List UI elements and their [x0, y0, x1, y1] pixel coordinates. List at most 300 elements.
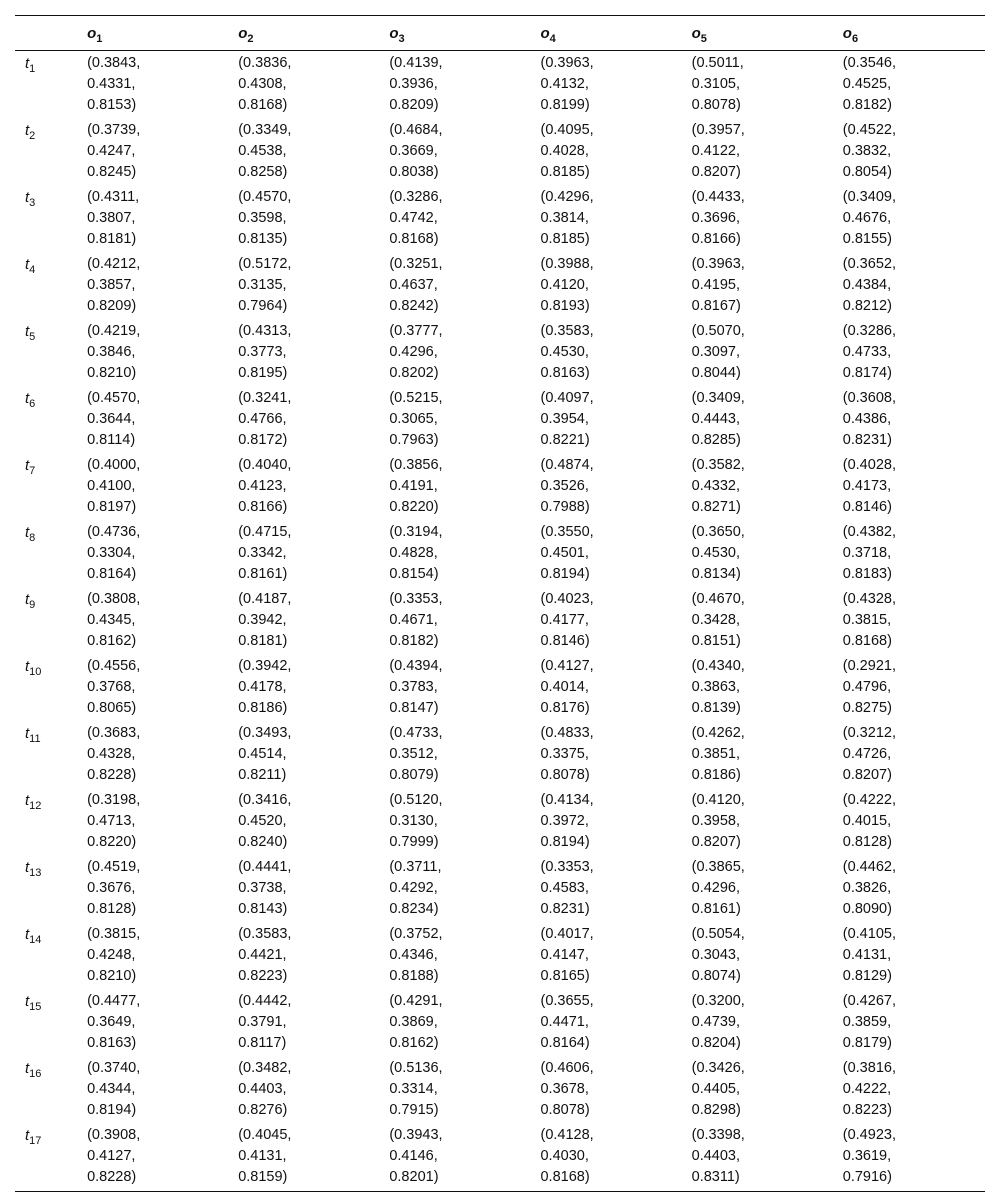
table-cell — [692, 51, 843, 119]
cell-line: (0.4684, — [389, 122, 443, 138]
cell-line: (0.4382, — [842, 524, 896, 540]
table-cell — [692, 319, 843, 386]
table-cell — [540, 118, 691, 185]
table-cell — [692, 453, 843, 520]
cell-line: 0.4147, — [540, 947, 589, 963]
cell-line: 0.8163) — [87, 1035, 137, 1051]
cell-line: 0.3512, — [389, 746, 438, 762]
row-label: $t_8$ — [25, 524, 36, 544]
table-cell — [540, 520, 691, 587]
cell-line: 0.4132, — [540, 76, 589, 92]
table-cell — [87, 922, 238, 989]
cell-line: 0.4525, — [842, 76, 892, 92]
cell-line: 0.4123, — [238, 478, 287, 494]
cell-line: 0.3738, — [238, 880, 287, 896]
table-row — [15, 587, 985, 654]
cell-line: 0.3130, — [389, 813, 438, 829]
cell-line: 0.8054) — [842, 164, 892, 180]
cell-line: 0.3773, — [238, 344, 287, 360]
cell-line: 0.8202) — [389, 365, 439, 381]
table-cell — [389, 51, 540, 119]
cell-line: 0.4676, — [842, 210, 892, 226]
column-header: $o_5$ — [692, 16, 843, 51]
table-cell — [843, 319, 985, 386]
cell-line: 0.7963) — [389, 432, 439, 448]
cell-line: 0.4332, — [691, 478, 741, 494]
table-cell — [87, 855, 238, 922]
cell-line: (0.4340, — [691, 658, 745, 674]
cell-line: (0.3815, — [87, 926, 141, 942]
cell-line: 0.4384, — [842, 277, 892, 293]
cell-line: (0.5054, — [691, 926, 745, 942]
cell-line: 0.8166) — [691, 231, 741, 247]
cell-line: 0.3972, — [540, 813, 589, 829]
cell-line: (0.3583, — [540, 323, 594, 339]
cell-line: 0.7915) — [389, 1102, 439, 1118]
cell-line: 0.3832, — [842, 143, 892, 159]
cell-line: 0.8153) — [87, 97, 137, 113]
cell-line: (0.4105, — [842, 926, 896, 942]
cell-line: (0.3808, — [87, 591, 141, 607]
table-cell — [238, 922, 389, 989]
cell-line: 0.8220) — [389, 499, 439, 515]
cell-line: (0.4028, — [842, 457, 896, 473]
cell-line: 0.4131, — [238, 1148, 287, 1164]
table-cell — [692, 520, 843, 587]
cell-line: 0.4520, — [238, 813, 287, 829]
cell-line: 0.8079) — [389, 767, 439, 783]
cell-line: (0.3963, — [691, 256, 745, 272]
cell-line: 0.4583, — [540, 880, 589, 896]
cell-line: (0.4120, — [691, 792, 745, 808]
cell-line: 0.8167) — [691, 298, 741, 314]
cell-line: (0.4127, — [540, 658, 594, 674]
table-cell — [843, 185, 985, 252]
cell-line: 0.8197) — [87, 499, 137, 515]
cell-line: 0.8242) — [389, 298, 439, 314]
table-cell — [87, 654, 238, 721]
cell-line: 0.8139) — [691, 700, 741, 716]
cell-line: (0.3608, — [842, 390, 896, 406]
table-cell — [692, 922, 843, 989]
cell-line: 0.8166) — [238, 499, 288, 515]
cell-line: 0.3342, — [238, 545, 287, 561]
cell-line: 0.8114) — [87, 432, 136, 448]
cell-line: (0.3856, — [389, 457, 443, 473]
table-row — [15, 922, 985, 989]
cell-line: (0.3349, — [238, 122, 292, 138]
table-cell — [540, 922, 691, 989]
cell-line: 0.8090) — [842, 901, 892, 917]
table-cell — [87, 319, 238, 386]
cell-line: 0.8162) — [389, 1035, 439, 1051]
cell-line: 0.8134) — [691, 566, 741, 582]
cell-line: 0.4296, — [691, 880, 741, 896]
cell-line: 0.3869, — [389, 1014, 438, 1030]
cell-line: 0.4538, — [238, 143, 287, 159]
cell-line: 0.3718, — [842, 545, 892, 561]
table-cell — [540, 721, 691, 788]
cell-line: 0.3826, — [842, 880, 892, 896]
table-cell — [238, 185, 389, 252]
cell-line: 0.8117) — [238, 1035, 287, 1051]
table-cell — [540, 855, 691, 922]
cell-line: (0.4128, — [540, 1127, 594, 1143]
cell-line: 0.4247, — [87, 143, 136, 159]
cell-line: 0.3768, — [87, 679, 136, 695]
cell-line: 0.4514, — [238, 746, 287, 762]
cell-line: (0.5172, — [238, 256, 292, 272]
cell-line: (0.4313, — [238, 323, 292, 339]
cell-line: 0.3598, — [238, 210, 287, 226]
table-row — [15, 788, 985, 855]
table-cell — [87, 721, 238, 788]
cell-line: (0.4733, — [389, 725, 443, 741]
table-body — [15, 51, 985, 1192]
cell-line: (0.4000, — [87, 457, 141, 473]
cell-line: (0.5120, — [389, 792, 443, 808]
cell-line: 0.8181) — [238, 633, 288, 649]
cell-line: (0.4477, — [87, 993, 141, 1009]
table-cell — [540, 252, 691, 319]
row-label: $t_2$ — [25, 122, 36, 142]
cell-line: 0.4345, — [87, 612, 136, 628]
cell-line: 0.8194) — [540, 834, 590, 850]
cell-line: (0.3836, — [238, 55, 292, 71]
cell-line: 0.8211) — [238, 767, 287, 783]
table-cell — [389, 587, 540, 654]
cell-line: (0.3241, — [238, 390, 292, 406]
row-label: $t_{12}$ — [25, 792, 42, 812]
table-cell — [238, 520, 389, 587]
table-cell — [389, 654, 540, 721]
cell-line: 0.4296, — [389, 344, 438, 360]
table-cell — [540, 989, 691, 1056]
row-label: $t_4$ — [25, 256, 36, 276]
table-cell — [87, 788, 238, 855]
cell-line: 0.8128) — [842, 834, 892, 850]
cell-line: (0.4212, — [87, 256, 141, 272]
cell-line: 0.3135, — [238, 277, 287, 293]
cell-line: 0.8228) — [87, 1169, 137, 1185]
table-row — [15, 520, 985, 587]
table-cell — [238, 118, 389, 185]
table-cell — [238, 319, 389, 386]
cell-line: 0.8078) — [540, 767, 590, 783]
cell-line: 0.4443, — [691, 411, 741, 427]
cell-line: 0.8195) — [238, 365, 288, 381]
cell-line: 0.4292, — [389, 880, 438, 896]
table-cell — [692, 118, 843, 185]
table-cell — [238, 788, 389, 855]
table-cell — [692, 587, 843, 654]
cell-line: 0.4405, — [691, 1081, 741, 1097]
cell-line: (0.4262, — [691, 725, 745, 741]
cell-line: 0.3043, — [691, 947, 741, 963]
cell-line: (0.4833, — [540, 725, 594, 741]
table-cell — [238, 989, 389, 1056]
table-cell — [843, 1123, 985, 1192]
cell-line: (0.4570, — [87, 390, 141, 406]
cell-line: 0.4146, — [389, 1148, 438, 1164]
cell-line: 0.8258) — [238, 164, 288, 180]
cell-line: (0.3353, — [540, 859, 594, 875]
cell-line: 0.8199) — [540, 97, 590, 113]
cell-line: (0.5215, — [389, 390, 443, 406]
cell-line: 0.3814, — [540, 210, 589, 226]
cell-line: 0.8311) — [691, 1169, 740, 1185]
cell-line: 0.4120, — [540, 277, 589, 293]
cell-line: (0.3683, — [87, 725, 141, 741]
cell-line: 0.4713, — [87, 813, 136, 829]
cell-line: 0.8188) — [389, 968, 439, 984]
table-cell — [238, 453, 389, 520]
cell-line: 0.8151) — [691, 633, 741, 649]
cell-line: 0.8155) — [842, 231, 892, 247]
table-cell — [389, 319, 540, 386]
table-cell — [238, 386, 389, 453]
cell-line: (0.5136, — [389, 1060, 443, 1076]
table-cell — [238, 1056, 389, 1123]
column-header: $o_2$ — [238, 16, 389, 51]
cell-line: (0.5011, — [691, 55, 744, 71]
cell-line: 0.8163) — [540, 365, 590, 381]
cell-line: (0.3582, — [691, 457, 745, 473]
row-label: $t_{11}$ — [25, 725, 41, 745]
table-cell — [540, 453, 691, 520]
cell-line: 0.8135) — [238, 231, 288, 247]
cell-line: (0.3711, — [389, 859, 442, 875]
cell-line: 0.4222, — [842, 1081, 892, 1097]
cell-line: (0.4040, — [238, 457, 292, 473]
cell-line: (0.3816, — [842, 1060, 896, 1076]
cell-line: 0.4331, — [87, 76, 136, 92]
cell-line: (0.3655, — [540, 993, 594, 1009]
cell-line: (0.4670, — [691, 591, 745, 607]
cell-line: (0.3777, — [389, 323, 443, 339]
cell-line: (0.3943, — [389, 1127, 443, 1143]
table-cell — [238, 654, 389, 721]
cell-line: 0.8168) — [842, 633, 892, 649]
cell-line: 0.8231) — [540, 901, 590, 917]
cell-line: 0.8161) — [691, 901, 741, 917]
table-cell — [389, 386, 540, 453]
table-cell — [87, 386, 238, 453]
cell-line: 0.8182) — [389, 633, 439, 649]
cell-line: 0.4173, — [842, 478, 892, 494]
cell-line: 0.3857, — [87, 277, 136, 293]
cell-line: (0.3546, — [842, 55, 896, 71]
cell-line: 0.8223) — [238, 968, 288, 984]
cell-line: (0.3550, — [540, 524, 594, 540]
table-cell — [238, 252, 389, 319]
table-cell — [692, 185, 843, 252]
cell-line: 0.3954, — [540, 411, 589, 427]
table-cell — [692, 654, 843, 721]
table-cell — [389, 721, 540, 788]
cell-line: (0.4923, — [842, 1127, 896, 1143]
cell-line: 0.8221) — [540, 432, 590, 448]
cell-line: 0.8201) — [389, 1169, 439, 1185]
cell-line: 0.7964) — [238, 298, 288, 314]
cell-line: (0.4519, — [87, 859, 141, 875]
cell-line: (0.3988, — [540, 256, 594, 272]
cell-line: 0.3526, — [540, 478, 589, 494]
table-cell — [692, 721, 843, 788]
row-label: $t_{14}$ — [25, 926, 42, 946]
cell-line: (0.4267, — [842, 993, 896, 1009]
table-cell — [843, 855, 985, 922]
cell-line: 0.8186) — [238, 700, 288, 716]
data-table — [15, 15, 985, 1192]
table-cell — [87, 989, 238, 1056]
cell-line: 0.8182) — [842, 97, 892, 113]
table-cell — [389, 520, 540, 587]
table-cell — [692, 386, 843, 453]
cell-line: (0.3942, — [238, 658, 292, 674]
cell-line: 0.8146) — [842, 499, 892, 515]
cell-line: 0.4248, — [87, 947, 136, 963]
column-header: $o_4$ — [540, 16, 691, 51]
cell-line: 0.8220) — [87, 834, 137, 850]
table-cell — [540, 1123, 691, 1192]
column-header: $o_3$ — [389, 16, 540, 51]
cell-line: 0.8207) — [691, 834, 741, 850]
table-cell — [389, 252, 540, 319]
cell-line: (0.4017, — [540, 926, 594, 942]
table-cell — [843, 51, 985, 119]
cell-line: 0.3676, — [87, 880, 136, 896]
cell-line: 0.4344, — [87, 1081, 136, 1097]
cell-line: 0.4131, — [842, 947, 892, 963]
row-label: $t_{10}$ — [25, 658, 42, 678]
table-cell — [692, 252, 843, 319]
table-cell — [389, 118, 540, 185]
cell-line: (0.3752, — [389, 926, 443, 942]
cell-line: 0.4733, — [842, 344, 892, 360]
table-cell — [238, 721, 389, 788]
table-cell — [238, 587, 389, 654]
cell-line: 0.3065, — [389, 411, 438, 427]
cell-line: 0.4796, — [842, 679, 892, 695]
table-cell — [843, 587, 985, 654]
cell-line: 0.3097, — [691, 344, 741, 360]
table-row — [15, 386, 985, 453]
cell-line: 0.3807, — [87, 210, 136, 226]
row-label: $t_3$ — [25, 189, 36, 209]
cell-line: 0.4739, — [691, 1014, 741, 1030]
cell-line: (0.3426, — [691, 1060, 745, 1076]
cell-line: 0.3936, — [389, 76, 438, 92]
cell-line: 0.3851, — [691, 746, 741, 762]
cell-line: (0.3652, — [842, 256, 896, 272]
cell-line: 0.8165) — [540, 968, 590, 984]
cell-line: 0.4122, — [691, 143, 741, 159]
cell-line: 0.3846, — [87, 344, 136, 360]
table-cell — [87, 1123, 238, 1192]
cell-line: (0.3198, — [87, 792, 141, 808]
table-row — [15, 989, 985, 1056]
cell-line: 0.4177, — [540, 612, 589, 628]
table-cell — [540, 51, 691, 119]
table-cell — [87, 587, 238, 654]
cell-line: (0.4095, — [540, 122, 594, 138]
table-cell — [843, 654, 985, 721]
cell-line: 0.7916) — [842, 1169, 892, 1185]
table-row — [15, 185, 985, 252]
table-cell — [87, 118, 238, 185]
cell-line: 0.8228) — [87, 767, 137, 783]
table-cell — [540, 386, 691, 453]
cell-line: 0.8183) — [842, 566, 892, 582]
cell-line: 0.3428, — [691, 612, 741, 628]
cell-line: 0.8298) — [691, 1102, 741, 1118]
table-cell — [87, 185, 238, 252]
table-row — [15, 319, 985, 386]
cell-line: 0.8159) — [238, 1169, 288, 1185]
cell-line: 0.3375, — [540, 746, 589, 762]
table-cell — [843, 922, 985, 989]
cell-line: (0.4441, — [238, 859, 292, 875]
cell-line: (0.3908, — [87, 1127, 141, 1143]
cell-line: (0.4522, — [842, 122, 896, 138]
row-label: $t_1$ — [25, 55, 36, 75]
cell-line: 0.3958, — [691, 813, 741, 829]
cell-line: 0.3863, — [691, 679, 741, 695]
cell-line: 0.4191, — [389, 478, 438, 494]
cell-line: (0.4291, — [389, 993, 443, 1009]
cell-line: 0.8275) — [842, 700, 892, 716]
cell-line: (0.4433, — [691, 189, 745, 205]
cell-line: 0.8078) — [540, 1102, 590, 1118]
table-row — [15, 721, 985, 788]
row-label: $t_{15}$ — [25, 993, 42, 1013]
cell-line: 0.3815, — [842, 612, 892, 628]
cell-line: 0.8044) — [691, 365, 741, 381]
cell-line: (0.3583, — [238, 926, 292, 942]
cell-line: 0.8164) — [540, 1035, 590, 1051]
cell-line: 0.4421, — [238, 947, 287, 963]
cell-line: 0.4015, — [842, 813, 892, 829]
table-row — [15, 118, 985, 185]
column-header: $o_1$ — [87, 16, 238, 51]
cell-line: (0.3493, — [238, 725, 292, 741]
table-cell — [843, 118, 985, 185]
cell-line: (0.4222, — [842, 792, 896, 808]
cell-line: 0.8143) — [238, 901, 288, 917]
cell-line: (0.3482, — [238, 1060, 292, 1076]
cell-line: 0.8204) — [691, 1035, 741, 1051]
table-cell — [540, 319, 691, 386]
cell-line: (0.4556, — [87, 658, 141, 674]
header-row — [15, 16, 985, 51]
cell-line: 0.8285) — [691, 432, 741, 448]
cell-line: (0.3286, — [389, 189, 443, 205]
cell-line: (0.3865, — [691, 859, 745, 875]
cell-line: (0.4187, — [238, 591, 292, 607]
table-cell — [238, 855, 389, 922]
cell-line: (0.3739, — [87, 122, 141, 138]
cell-line: 0.8154) — [389, 566, 439, 582]
cell-line: 0.8161) — [238, 566, 288, 582]
table-cell — [692, 1123, 843, 1192]
cell-line: 0.3696, — [691, 210, 741, 226]
table-cell — [389, 989, 540, 1056]
row-label: $t_{17}$ — [15, 1123, 87, 1192]
cell-line: (0.5070, — [691, 323, 745, 339]
cell-line: 0.4100, — [87, 478, 136, 494]
table-cell — [843, 989, 985, 1056]
